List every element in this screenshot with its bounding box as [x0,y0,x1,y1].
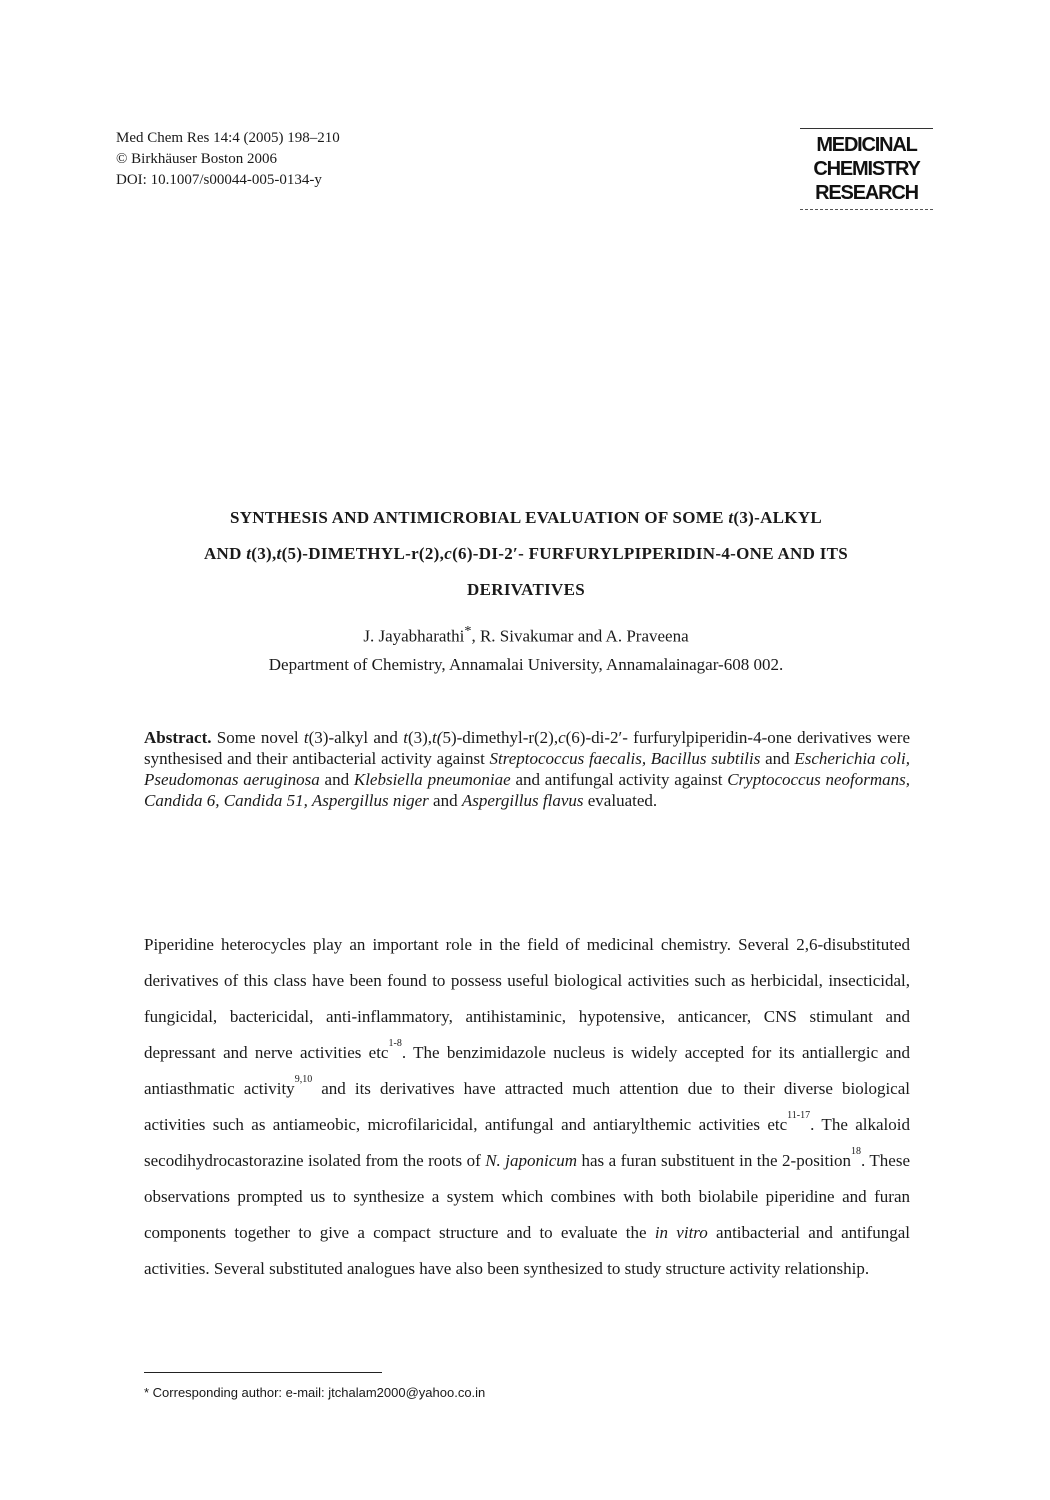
abstract-italic: t [403,728,408,747]
abstract-label: Abstract. [144,728,212,747]
abstract-text: (3)-alkyl and [308,728,404,747]
title-line-2 [116,536,936,572]
corresponding-author-mark: * [464,623,472,639]
logo-line-3: RESEARCH [815,182,918,204]
body-text: antibacterial and antifungal activities. Several substituted analogues have also been synthesized to study structure activity relationship. [144,1223,910,1278]
logo-line-2: CHEMISTRY [813,158,920,180]
title-text: (3)-ALKYL [733,508,823,527]
reference-superscript: 18 [850,1146,861,1157]
abstract-italic: c [558,728,566,747]
body-text: . The alkaloid secodihydrocastorazine isolated from the roots of [144,1115,910,1170]
title-line-1 [116,500,936,536]
reference-superscript: 1-8 [388,1038,402,1049]
citation-doi: DOI: 10.1007/s00044-005-0134-y [116,172,322,188]
title-italic: t [246,544,252,563]
paper-title [116,500,936,608]
author-names-rest: , R. Sivakumar and A. Praveena [471,626,689,646]
abstract-text: Some novel [211,728,304,747]
abstract-text: and [319,770,354,789]
body-text: . These observations prompted us to synthesize a system which combines with both biolabile piperidine and furan components together to give a compact structure and to evaluate the [144,1151,910,1242]
body-text: has a furan substituent in the 2-position [577,1151,851,1170]
introduction-paragraph [144,927,910,1287]
abstract-italic: Cryptococcus neoformans, Candida 6, Candida 51, Aspergillus niger [144,770,911,810]
body-text: . The benzimidazole nucleus is widely accepted for its antiallergic and antiasthmatic activity [144,1043,911,1098]
title-text: (3), [251,544,277,563]
citation-journal: Med Chem Res 14:4 (2005) 198–210 [116,130,340,146]
corresponding-author-footnote: * Corresponding author: e-mail: jtchalam2000@yahoo.co.in [144,1385,486,1400]
journal-logo [800,128,933,210]
abstract-italic: t( [432,728,443,747]
author-list [116,618,936,650]
body-text: and its derivatives have attracted much attention due to their diverse biological activities such as antiameobic, microfilaricidal, antifungal and antiarylthemic activities etc [144,1079,910,1134]
reference-superscript: 9,10 [294,1074,313,1085]
logo-rule-top [800,128,933,129]
author-name: J. Jayabharathi [363,626,465,646]
abstract-text: and antifungal activity against [510,770,728,789]
title-italic: t [728,508,734,527]
abstract-text: (3), [407,728,433,747]
abstract-italic: Aspergillus flavus [461,791,584,810]
title-text: AND [203,544,247,563]
abstract-italic: Streptococcus faecalis, Bacillus subtilis [489,749,761,768]
abstract-text: 5)-dimethyl-r(2), [442,728,559,747]
abstract-italic: Klebsiella pneumoniae [353,770,511,789]
reference-superscript: 11-17 [787,1110,811,1121]
abstract-text: and [428,791,462,810]
author-affiliation: Department of Chemistry, Annamalai University, Annamalainagar-608 002. [268,655,784,674]
title-text: SYNTHESIS AND ANTIMICROBIAL EVALUATION OF SOME [229,508,729,527]
title-text: (5)-DIMETHYL-r(2), [281,544,445,563]
citation-block [116,128,340,191]
body-italic: in vitro [654,1223,708,1242]
citation-copyright: © Birkhäuser Boston 2006 [116,151,277,167]
title-line-3: DERIVATIVES [467,580,585,599]
abstract [144,727,910,811]
abstract-text: and [760,749,795,768]
abstract-italic: Escherichia coli, Pseudomonas aeruginosa [144,749,910,789]
abstract-text: evaluated. [583,791,658,810]
footnote-divider [144,1372,382,1373]
title-italic: c [444,544,453,563]
abstract-text: (6)-di-2′- furfurylpiperidin-4-one derivatives were synthesised and their antibacterial activity against [144,728,910,768]
title-italic: t [276,544,282,563]
abstract-italic: t [303,728,309,747]
body-text: Piperidine heterocycles play an important role in the field of medicinal chemistry. Several 2,6-disubstituted derivatives of this class have been found to possess useful biological activities such as herbicidal, insecticidal, fungicidal, bactericidal, anti-inflammatory, antihistaminic, hypotensive, anticancer, CNS stimulant and depressant and nerve activities etc [144,935,910,1062]
logo-line-1: MEDICINAL [816,134,917,156]
title-text: (6)-DI-2′- FURFURYLPIPERIDIN-4-ONE AND ITS [452,544,849,563]
logo-rule-bottom [800,209,933,210]
body-italic: N. japonicum [485,1151,578,1170]
